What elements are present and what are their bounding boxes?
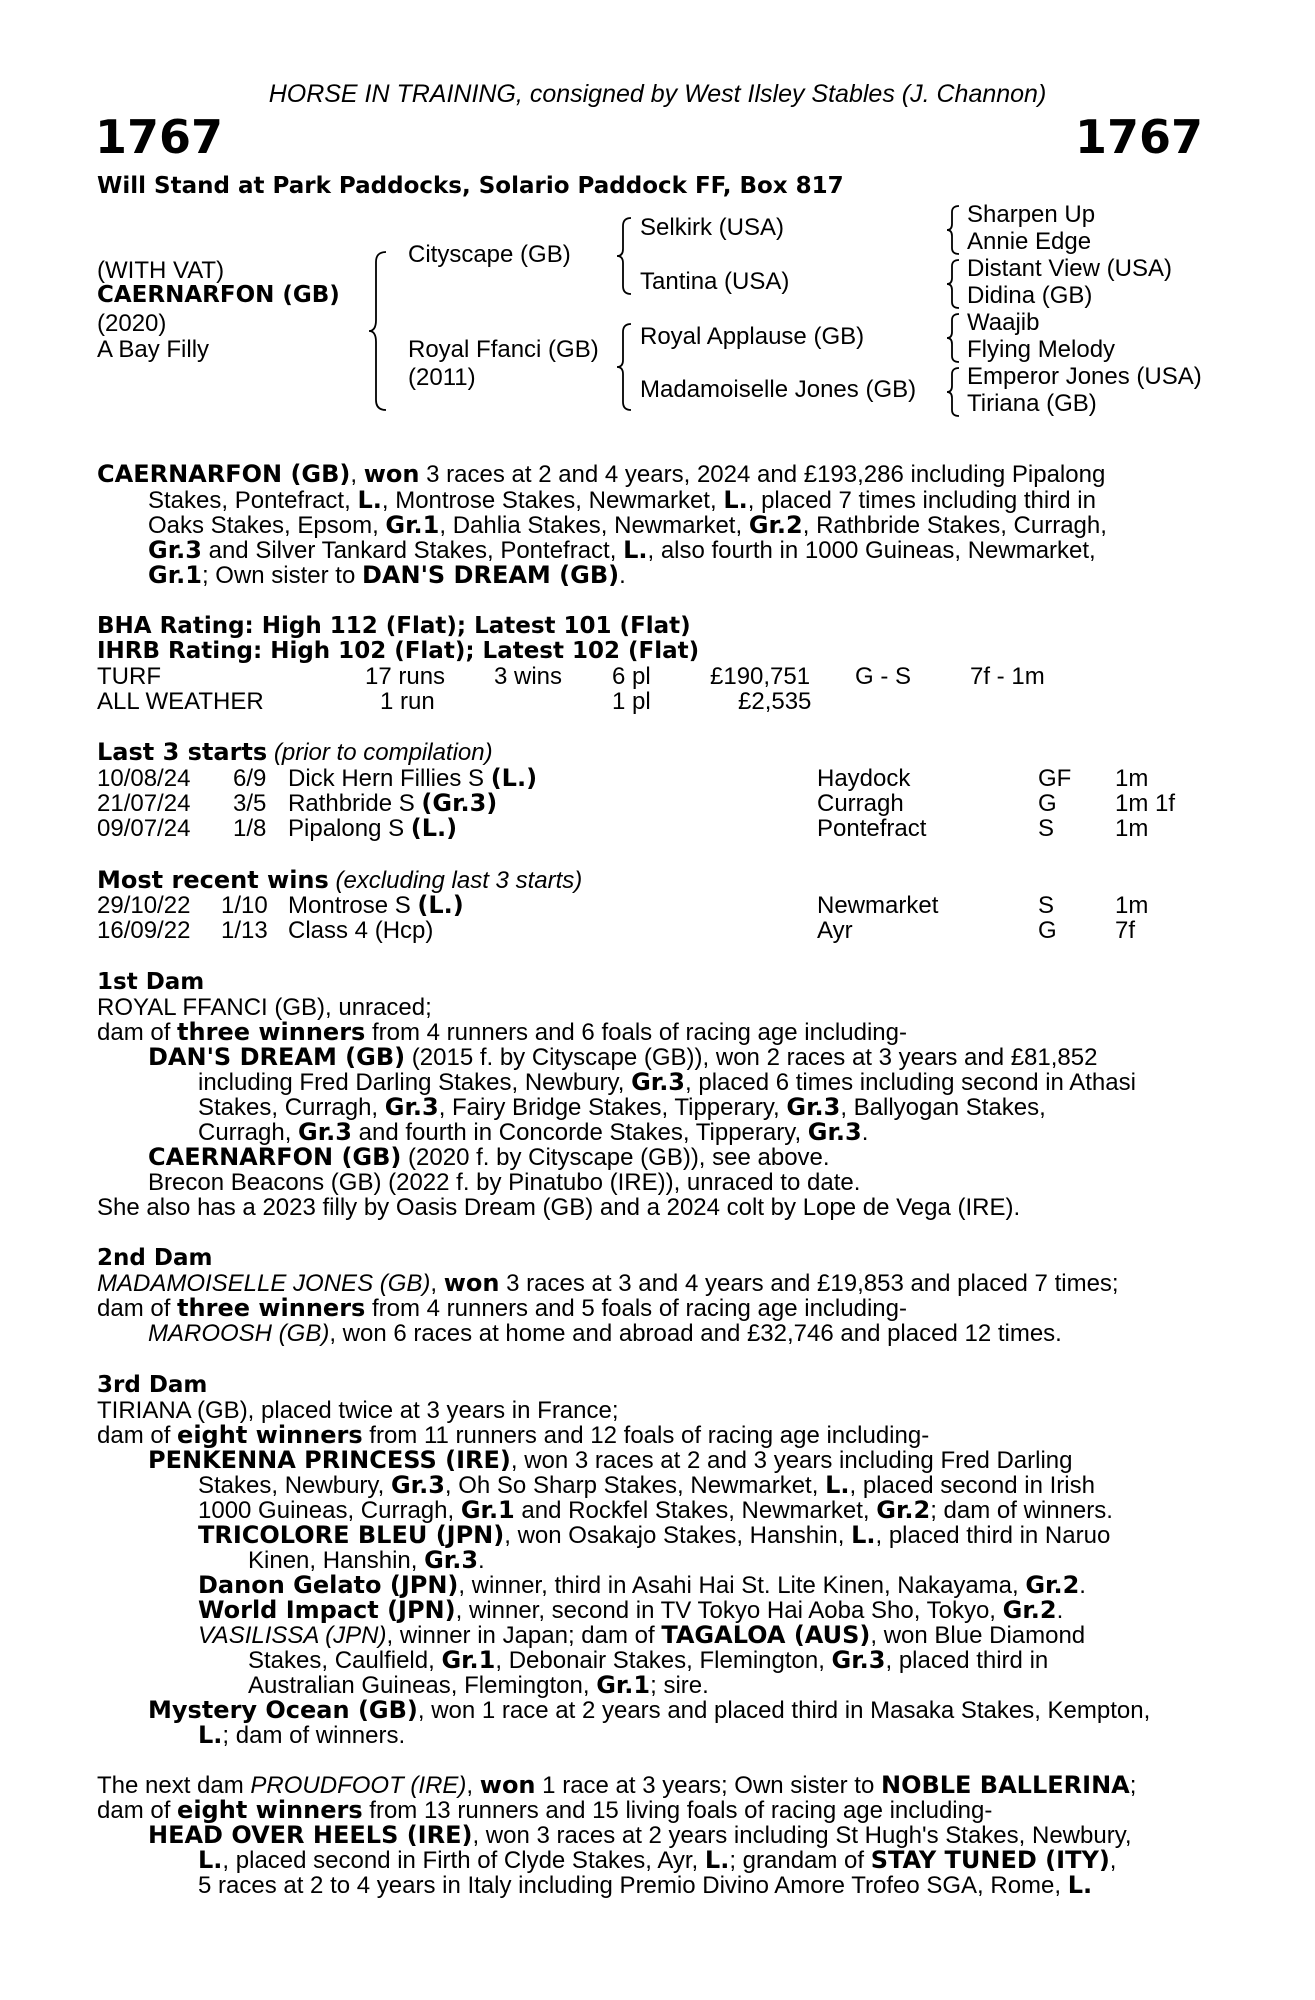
text: 3 races at 2 and 4 years, 2024 and £193,286 including Pipalong [419, 461, 1106, 488]
progeny-line [198, 1573, 1086, 1599]
grade: L. [198, 1846, 223, 1874]
text: . [1079, 1572, 1086, 1599]
text: dam of [97, 1019, 178, 1046]
progeny-line [198, 1070, 1136, 1096]
start-row [0, 766, 1315, 792]
summary-line-5 [148, 563, 626, 589]
grade: (Gr.3) [421, 789, 498, 817]
progeny-line [248, 1673, 709, 1699]
text: 5 races at 2 to 4 years in Italy including Premio Divino Amore Trofeo SGA, Rome, [198, 1872, 1068, 1899]
text: dam of [97, 1422, 178, 1449]
surface: ALL WEATHER [97, 688, 264, 715]
progeny-line [198, 1723, 405, 1749]
grade: Gr.3 [384, 1093, 439, 1121]
runs: 17 runs [365, 663, 446, 690]
pedigree-brace-main [366, 250, 392, 412]
section-title: Last 3 starts [97, 738, 268, 766]
course: Curragh [817, 790, 904, 817]
going-range: G - S [855, 663, 912, 690]
progeny-name: PENKENNA PRINCESS (IRE) [148, 1446, 511, 1474]
text: , winner in Japan; dam of [386, 1622, 662, 1649]
grade: (L.) [410, 814, 458, 842]
text: The next dam [97, 1772, 251, 1799]
race-name: Pipalong S [288, 815, 411, 842]
text: . [478, 1547, 485, 1574]
dam-name: PROUDFOOT (IRE) [250, 1772, 467, 1799]
ratings-row-aw [0, 689, 1315, 715]
text: Kinen, Hanshin, [248, 1547, 425, 1574]
progeny-line [198, 1848, 1116, 1874]
bha-rating: BHA Rating: High 112 (Flat); Latest 101 (Flat) [97, 613, 691, 639]
position: 6/9 [233, 765, 267, 792]
progeny-line [198, 1523, 1110, 1549]
grade: L. [1067, 1871, 1093, 1899]
text: (2015 f. by Cityscape (GB)), won 2 races at 3 years and £81,852 [405, 1044, 1098, 1071]
horse-description: A Bay Filly [97, 336, 210, 363]
race-name: Dick Hern Fillies S [288, 765, 491, 792]
progeny-line [148, 1698, 1150, 1724]
progeny-line [198, 1873, 1092, 1899]
progeny-line [248, 1648, 1048, 1674]
text: dam of [97, 1295, 178, 1322]
grade: Gr.2 [1002, 1596, 1057, 1624]
grade: L. [623, 536, 648, 564]
grade: Gr.3 [298, 1118, 352, 1146]
course: Pontefract [817, 815, 927, 842]
sire-name: Cityscape (GB) [408, 241, 571, 268]
grade: Gr.3 [631, 1068, 686, 1096]
dam-line [97, 1296, 907, 1322]
text: , placed third in Naruo [875, 1522, 1111, 1549]
start-row [0, 816, 1315, 842]
progeny-name: HEAD OVER HEELS (IRE) [148, 1821, 473, 1849]
grade: Gr.1 [596, 1671, 651, 1699]
text: , Dahlia Stakes, Newmarket, [439, 512, 749, 539]
grade: Gr.3 [148, 536, 202, 564]
date: 16/09/22 [97, 917, 191, 944]
text: 1000 Guineas, Curragh, [198, 1497, 461, 1524]
progeny-line [198, 1473, 1095, 1499]
text: , won 3 races at 2 and 3 years including Fred Darling [510, 1447, 1073, 1474]
progeny-name: CAERNARFON (GB) [148, 1143, 402, 1171]
text: , winner, third in Asahi Hai St. Lite Kinen, Nakayama, [458, 1572, 1026, 1599]
text: Stakes, Pontefract, [148, 487, 358, 514]
text: from 11 runners and 12 foals of racing age including- [362, 1422, 930, 1449]
date: 10/08/24 [97, 765, 191, 792]
progeny-line: Brecon Beacons (GB) (2022 f. by Pinatubo (IRE)), unraced to date. [148, 1169, 861, 1196]
race [288, 791, 497, 817]
text: from 4 runners and 5 foals of racing age including- [365, 1295, 907, 1322]
text: . [861, 1119, 869, 1146]
race [288, 918, 433, 944]
text: , Rathbride Stakes, Curragh, [802, 512, 1107, 539]
race-name: Class 4 (Hcp) [288, 917, 434, 944]
progeny-name: VASILISSA (JPN) [198, 1622, 387, 1649]
progeny-name: TRICOLORE BLEU (JPN) [198, 1521, 505, 1549]
grade: L. [198, 1721, 223, 1749]
distance-range: 7f - 1m [970, 663, 1045, 690]
text: , also fourth in 1000 Guineas, Newmarket, [647, 537, 1096, 564]
section-title: 3rd Dam [97, 1372, 208, 1398]
pedigree-brace-ds [944, 312, 964, 364]
dam-line [97, 1798, 992, 1824]
progeny-name: TAGALOA (AUS) [661, 1621, 871, 1649]
progeny-name: Danon Gelato (JPN) [198, 1571, 459, 1599]
summary-line-2 [148, 488, 1096, 514]
lot-number-left: 1767 [95, 110, 224, 164]
dam-year: (2011) [408, 364, 476, 391]
grade: (L.) [490, 764, 538, 792]
section-title: 1st Dam [97, 969, 205, 995]
grade: L. [357, 486, 382, 514]
grade: Gr.2 [748, 511, 803, 539]
dam-sire: Royal Applause (GB) [640, 323, 865, 350]
text: , [466, 1772, 480, 1799]
won-label: won [363, 460, 420, 488]
vat-label: (WITH VAT) [97, 257, 225, 284]
race [288, 766, 537, 792]
text: ; sire. [650, 1672, 709, 1699]
dam-name: MADAMOISELLE JONES (GB) [97, 1270, 431, 1297]
progeny-name: DAN'S DREAM (GB) [148, 1043, 406, 1071]
text: Australian Guineas, Flemington, [248, 1672, 597, 1699]
text: , placed third in [885, 1647, 1049, 1674]
grade: Gr.3 [786, 1093, 841, 1121]
grade: L. [723, 486, 748, 514]
summary-line-1 [97, 462, 1105, 488]
pedigree-brace-dam [614, 322, 636, 412]
race-name: Montrose S [288, 892, 418, 919]
winners-count: three winners [177, 1018, 366, 1046]
grade: Gr.2 [876, 1496, 931, 1524]
location-line: Will Stand at Park Paddocks, Solario Paddock FF, Box 817 [97, 173, 844, 199]
surface: TURF [97, 663, 161, 690]
text: , placed 7 times including third in [747, 487, 1096, 514]
section-title: 2nd Dam [97, 1245, 213, 1271]
text: , winner, second in TV Tokyo Hai Aoba Sho, Tokyo, [455, 1597, 1003, 1624]
text: ; dam of winners. [930, 1497, 1113, 1524]
dam-dam-dam: Tiriana (GB) [967, 390, 1097, 417]
summary-line-4 [148, 538, 1096, 564]
progeny-name: Mystery Ocean (GB) [148, 1696, 418, 1724]
progeny-line [148, 1448, 1073, 1474]
prize: £2,535 [738, 688, 812, 715]
race-name: Rathbride S [288, 790, 422, 817]
text: and fourth in Concorde Stakes, Tipperary, [351, 1119, 808, 1146]
pedigree-brace-ss [944, 204, 964, 256]
going: G [1038, 917, 1057, 944]
win-row [0, 893, 1315, 919]
progeny-line [148, 1045, 1097, 1071]
last3-heading [97, 740, 493, 766]
progeny-line [198, 1598, 1063, 1624]
dam-line [97, 1020, 907, 1046]
grade: Gr.1 [385, 511, 440, 539]
grade: Gr.1 [460, 1496, 515, 1524]
grade: Gr.3 [807, 1118, 862, 1146]
position: 1/13 [221, 917, 268, 944]
placed: 6 pl [612, 663, 651, 690]
text: , won Osakajo Stakes, Hanshin, [504, 1522, 852, 1549]
text: (2020 f. by Cityscape (GB)), see above. [401, 1144, 830, 1171]
text: ; [1129, 1772, 1137, 1799]
text: and Silver Tankard Stakes, Pontefract, [201, 537, 624, 564]
text: , Debonair Stakes, Flemington, [495, 1647, 832, 1674]
text: , placed 6 times including second in Athasi [685, 1069, 1136, 1096]
dam-line: TIRIANA (GB), placed twice at 3 years in France; [97, 1397, 619, 1424]
text: , Montrose Stakes, Newmarket, [381, 487, 724, 514]
dam-line: She also has a 2023 filly by Oasis Dream (GB) and a 2024 colt by Lope de Vega (IRE). [97, 1194, 1021, 1221]
ratings-row-turf [0, 664, 1315, 690]
sire-sire-dam: Annie Edge [967, 228, 1092, 255]
dam-line [97, 1423, 929, 1449]
text: , Fairy Bridge Stakes, Tipperary, [438, 1094, 787, 1121]
distance: 1m [1115, 892, 1149, 919]
distance: 1m [1115, 765, 1149, 792]
winners-count: three winners [177, 1294, 366, 1322]
sire-dam-sire: Distant View (USA) [967, 255, 1172, 282]
runs: 1 run [380, 688, 435, 715]
text: from 4 runners and 6 foals of racing age including- [365, 1019, 907, 1046]
sire-dam-dam: Didina (GB) [967, 282, 1093, 309]
date: 29/10/22 [97, 892, 191, 919]
dam-sire-sire: Waajib [967, 309, 1040, 336]
grade: L. [704, 1846, 730, 1874]
text: , [430, 1270, 444, 1297]
sister-name: NOBLE BALLERINA [880, 1771, 1130, 1799]
date: 21/07/24 [97, 790, 191, 817]
text: Curragh, [198, 1119, 299, 1146]
race [288, 816, 457, 842]
start-row [0, 791, 1315, 817]
text: , Oh So Sharp Stakes, Newmarket, [444, 1472, 826, 1499]
dam-line [97, 1271, 1119, 1297]
winners-count: eight winners [177, 1421, 363, 1449]
winners-count: eight winners [177, 1796, 363, 1824]
dam-dam: Madamoiselle Jones (GB) [640, 376, 917, 403]
dam-line: ROYAL FFANCI (GB), unraced; [97, 994, 432, 1021]
text: Stakes, Caulfield, [248, 1647, 442, 1674]
section-note: (excluding last 3 starts) [335, 867, 583, 894]
going: S [1038, 815, 1055, 842]
progeny-line [148, 1823, 1132, 1849]
text: and Rockfel Stakes, Newmarket, [514, 1497, 877, 1524]
text: from 13 runners and 15 living foals of racing age including- [362, 1797, 993, 1824]
text: , [350, 461, 364, 488]
consignment-line: HORSE IN TRAINING, consigned by West Ilsley Stables (J. Channon) [268, 80, 1047, 108]
course: Ayr [817, 917, 853, 944]
text: , won Blue Diamond [870, 1622, 1086, 1649]
text: ; dam of winners. [222, 1722, 406, 1749]
text: , won 3 races at 2 years including St Hugh's Stakes, Newbury, [472, 1822, 1132, 1849]
summary-line-3 [148, 513, 1107, 539]
text: , placed second in Firth of Clyde Stakes, Ayr, [222, 1847, 705, 1874]
position: 1/10 [221, 892, 268, 919]
text: ; grandam of [729, 1847, 871, 1874]
text: . [1056, 1597, 1064, 1624]
wins: 3 wins [494, 663, 563, 690]
going: S [1038, 892, 1055, 919]
distance: 7f [1115, 917, 1136, 944]
dam-name: Royal Ffanci (GB) [408, 336, 599, 363]
prize: £190,751 [710, 663, 811, 690]
pedigree-brace-sire [614, 216, 636, 296]
grade: L. [825, 1471, 850, 1499]
placed: 1 pl [612, 688, 651, 715]
horse-name: CAERNARFON (GB) [97, 282, 340, 308]
win-row [0, 918, 1315, 944]
text: 3 races at 3 and 4 years and £19,853 and placed 7 times; [499, 1270, 1119, 1297]
date: 09/07/24 [97, 815, 191, 842]
text: , won 1 race at 2 years and placed third in Masaka Stakes, Kempton, [417, 1697, 1151, 1724]
grade: Gr.1 [441, 1646, 496, 1674]
ihrb-rating: IHRB Rating: High 102 (Flat); Latest 102 (Flat) [97, 638, 700, 664]
text: , placed second in Irish [849, 1472, 1095, 1499]
distance: 1m [1115, 815, 1149, 842]
pedigree-brace-sd [944, 258, 964, 310]
text: ; Own sister to [201, 562, 362, 589]
course: Haydock [817, 765, 911, 792]
text: including Fred Darling Stakes, Newbury, [198, 1069, 632, 1096]
progeny-name: MAROOSH (GB) [148, 1320, 330, 1347]
dam-line [97, 1773, 1136, 1799]
text: Stakes, Newbury, [198, 1472, 391, 1499]
position: 1/8 [233, 815, 267, 842]
text: , Ballyogan Stakes, [840, 1094, 1046, 1121]
grade: Gr.3 [831, 1646, 886, 1674]
grade: L. [851, 1521, 876, 1549]
progeny-line [198, 1623, 1085, 1649]
dam-sire-dam: Flying Melody [967, 336, 1116, 363]
horse-year: (2020) [97, 310, 167, 337]
grade: Gr.2 [1025, 1571, 1080, 1599]
section-note: (prior to compilation) [273, 739, 493, 766]
sire-sire: Selkirk (USA) [640, 214, 785, 241]
course: Newmarket [817, 892, 939, 919]
text: . [619, 562, 626, 589]
won-label: won [479, 1771, 536, 1799]
text: 1 race at 3 years; Own sister to [535, 1772, 881, 1799]
dam-dam-sire: Emperor Jones (USA) [967, 363, 1202, 390]
progeny-name: STAY TUNED (ITY) [870, 1846, 1110, 1874]
going: G [1038, 790, 1057, 817]
pedigree-brace-dd [944, 366, 964, 418]
progeny-line [198, 1498, 1113, 1524]
progeny-name: World Impact (JPN) [198, 1596, 456, 1624]
sire-dam: Tantina (USA) [640, 268, 790, 295]
recent-heading [97, 868, 582, 894]
horse-name-ref: CAERNARFON (GB) [97, 460, 351, 488]
progeny-line [198, 1120, 868, 1146]
race [288, 893, 464, 919]
lot-number-right: 1767 [1074, 110, 1203, 164]
grade: Gr.3 [424, 1546, 479, 1574]
grade: Gr.3 [390, 1471, 445, 1499]
progeny-line [148, 1145, 830, 1171]
sister-name: DAN'S DREAM (GB) [361, 561, 620, 589]
going: GF [1038, 765, 1072, 792]
grade: (L.) [417, 891, 464, 919]
text: , won 6 races at home and abroad and £32,746 and placed 12 times. [329, 1320, 1062, 1347]
text: Oaks Stakes, Epsom, [148, 512, 386, 539]
grade: Gr.1 [148, 561, 202, 589]
won-label: won [443, 1269, 500, 1297]
progeny-line [248, 1548, 485, 1574]
progeny-line [148, 1321, 1062, 1347]
section-title: Most recent wins [97, 866, 329, 894]
sire-sire-sire: Sharpen Up [967, 201, 1096, 228]
text: , [1109, 1847, 1117, 1874]
position: 3/5 [233, 790, 267, 817]
text: Stakes, Curragh, [198, 1094, 385, 1121]
distance: 1m 1f [1115, 790, 1176, 817]
text: dam of [97, 1797, 178, 1824]
progeny-line [198, 1095, 1046, 1121]
